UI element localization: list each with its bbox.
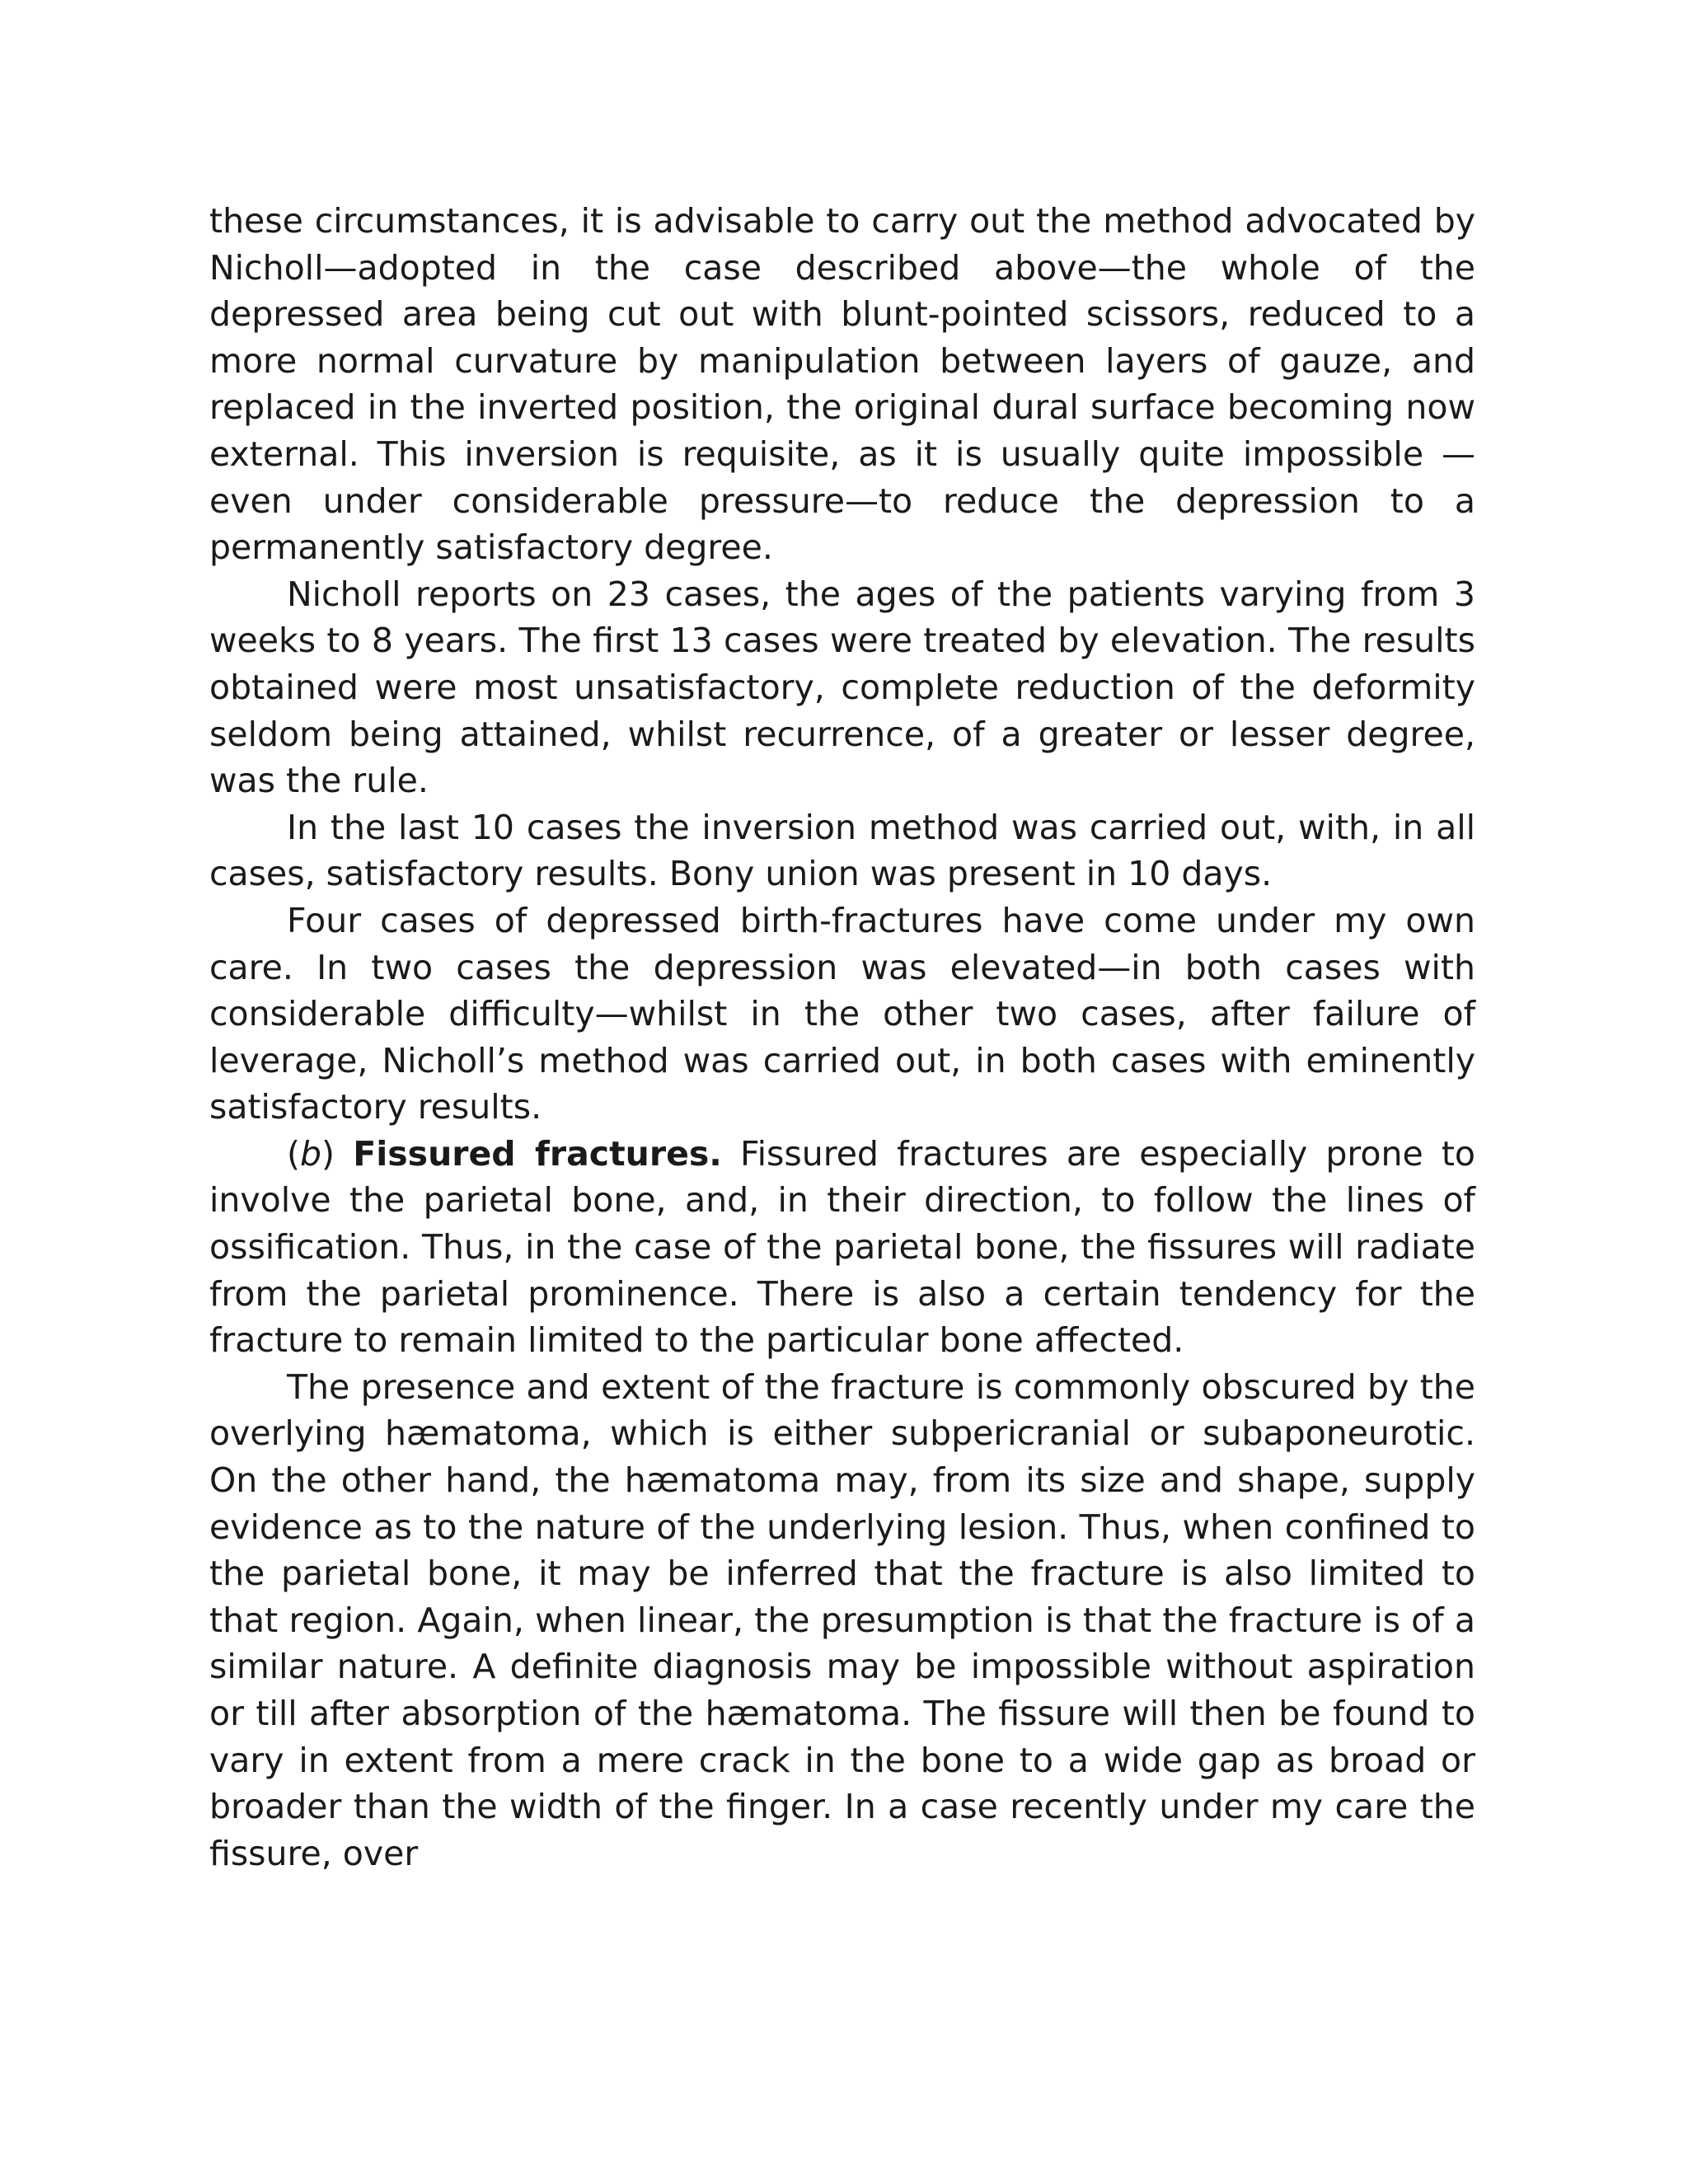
section-marker-letter: b: [300, 1133, 322, 1174]
paragraph-nicholl-report: Nicholl reports on 23 cases, the ages of the patients varying from 3 weeks to 8 years. The first 13 cases were treated by elevation. The results obtained were most unsatisfactory, complete reduction of the deformity seldom being attained, whilst recurrence, of a greater or lesser degree, was the rule.: [209, 574, 1475, 801]
section-body-text: Fissured fractures are especially prone to involve the parietal bone, and, in their direction, to follow the lines of ossification. Thus, in the case of the parietal bone, the fissures will radiate from the parietal prominence. There is also a certain tendency for the fracture to remain limited to the particular bone affected.: [209, 1133, 1475, 1361]
section-marker-close: ): [321, 1133, 335, 1174]
paragraph-own-cases: Four cases of depressed birth-fractures have come under my own care. In two cases the depression was elevated—in both cases with considerable difficulty—whilst in the other two cases, after failure of leverage, Nicholl’s method was carried out, in both cases with eminently satisfactory results.: [209, 900, 1475, 1127]
paragraph-haematoma: The presence and extent of the fracture is commonly obscured by the overlying hæmatoma, which is either subpericranial or subaponeurotic. On the other hand, the hæmatoma may, from its size and shape, supply evidence as to the nature of the underlying lesion. Thus, when confined to the parietal bone, it may be inferred that the fracture is also limited to that region. Again, when linear, the presumption is that the fracture is of a similar nature. A definite diagnosis may be impossible without aspiration or till after absorption of the hæmatoma. The fissure will then be found to vary in extent from a mere crack in the bone to a wide gap as broad or broader than the width of the finger. In a case recently under my care the fissure, over: [209, 1366, 1475, 1873]
section-heading: Fissured fractures.: [353, 1133, 722, 1174]
paragraph-fissured-fractures: [209, 1131, 1475, 1364]
paragraph-continued: these circumstances, it is advisable to carry out the method advocated by Nicholl—adopted in the case described above—the whole of the depressed area being cut out with blunt-pointed scissors, reduced to a more normal curvature by manipulation between layers of gauze, and replaced in the inverted position, the original dural surface becoming now external. This inversion is requisite, as it is usually quite impossible —even under considerable pressure—to reduce the depression to a permanently satisfactory degree.: [209, 201, 1475, 568]
section-marker-open: (: [287, 1133, 300, 1174]
paragraph-inversion-results: In the last 10 cases the inversion method was carried out, with, in all cases, satisfactory results. Bony union was present in 10 days.: [209, 807, 1475, 894]
page-body-text: [209, 198, 1475, 1877]
